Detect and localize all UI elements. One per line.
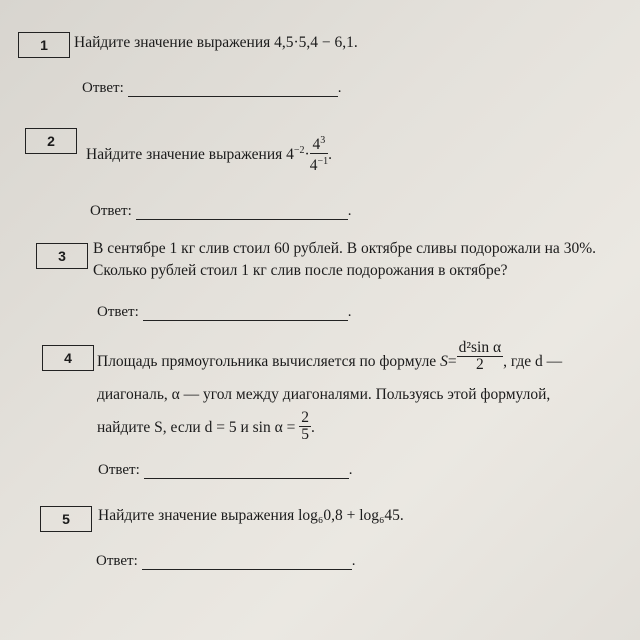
task-text: Найдите значение выражения log₆0,8 + log₆45. xyxy=(98,507,404,524)
task-text: В сентябре 1 кг слив стоил 60 рублей. В октябре сливы подорожали на 30%. Сколько рублей стоил 1 кг слив после подорожания в октябре? xyxy=(93,240,596,279)
answer-row: Ответ: . xyxy=(96,553,356,569)
task-text: Площадь прямоугольника вычисляется по формуле S= $\frac{\text{d²sin α}}{2}$ , где d — диагональ, α — угол между диагоналями. Пользуясь этой формулой, найдите S, если d = 5 и sin α = $\frac{2}{5}$ . xyxy=(97,339,563,443)
expression: log₆0,8 + log₆45 xyxy=(298,507,400,524)
expression: 4,5·5,4 − 6,1 xyxy=(274,34,354,51)
task-number-box: 1 xyxy=(18,32,70,58)
task-number-box: 2 xyxy=(25,128,77,154)
answer-label: Ответ: xyxy=(97,304,139,320)
task-text: Найдите значение выражения $4^{-2}\cdot$ $\frac{4^3}{4^{-1}}$ . xyxy=(86,135,332,175)
task-number-box: 3 xyxy=(36,243,88,269)
answer-row: Ответ: . xyxy=(90,203,352,219)
answer-row: Ответ: . xyxy=(98,462,353,478)
answer-field[interactable] xyxy=(143,306,348,321)
sin-fraction: $\frac{2}{5}$ xyxy=(301,409,309,443)
answer-row: Ответ: . xyxy=(82,80,342,96)
answer-field[interactable] xyxy=(128,82,338,97)
expression: $4^{-2}\cdot$ $\frac{4^3}{4^{-1}}$ . xyxy=(286,135,332,175)
answer-label: Ответ: xyxy=(82,80,124,96)
answer-row: Ответ: . xyxy=(97,304,352,320)
answer-field[interactable] xyxy=(142,555,352,570)
fraction: $\frac{4^3}{4^{-1}}$ xyxy=(309,135,329,175)
task-text: Найдите значение выражения 4,5·5,4 − 6,1. xyxy=(74,34,358,51)
answer-label: Ответ: xyxy=(90,203,132,219)
formula-fraction: $\frac{\text{d²sin α}}{2}$ xyxy=(458,339,502,373)
task-number-box: 4 xyxy=(42,345,94,371)
answer-label: Ответ: xyxy=(98,462,140,478)
task-number-box: 5 xyxy=(40,506,92,532)
answer-field[interactable] xyxy=(144,464,349,479)
answer-field[interactable] xyxy=(136,205,348,220)
answer-label: Ответ: xyxy=(96,553,138,569)
